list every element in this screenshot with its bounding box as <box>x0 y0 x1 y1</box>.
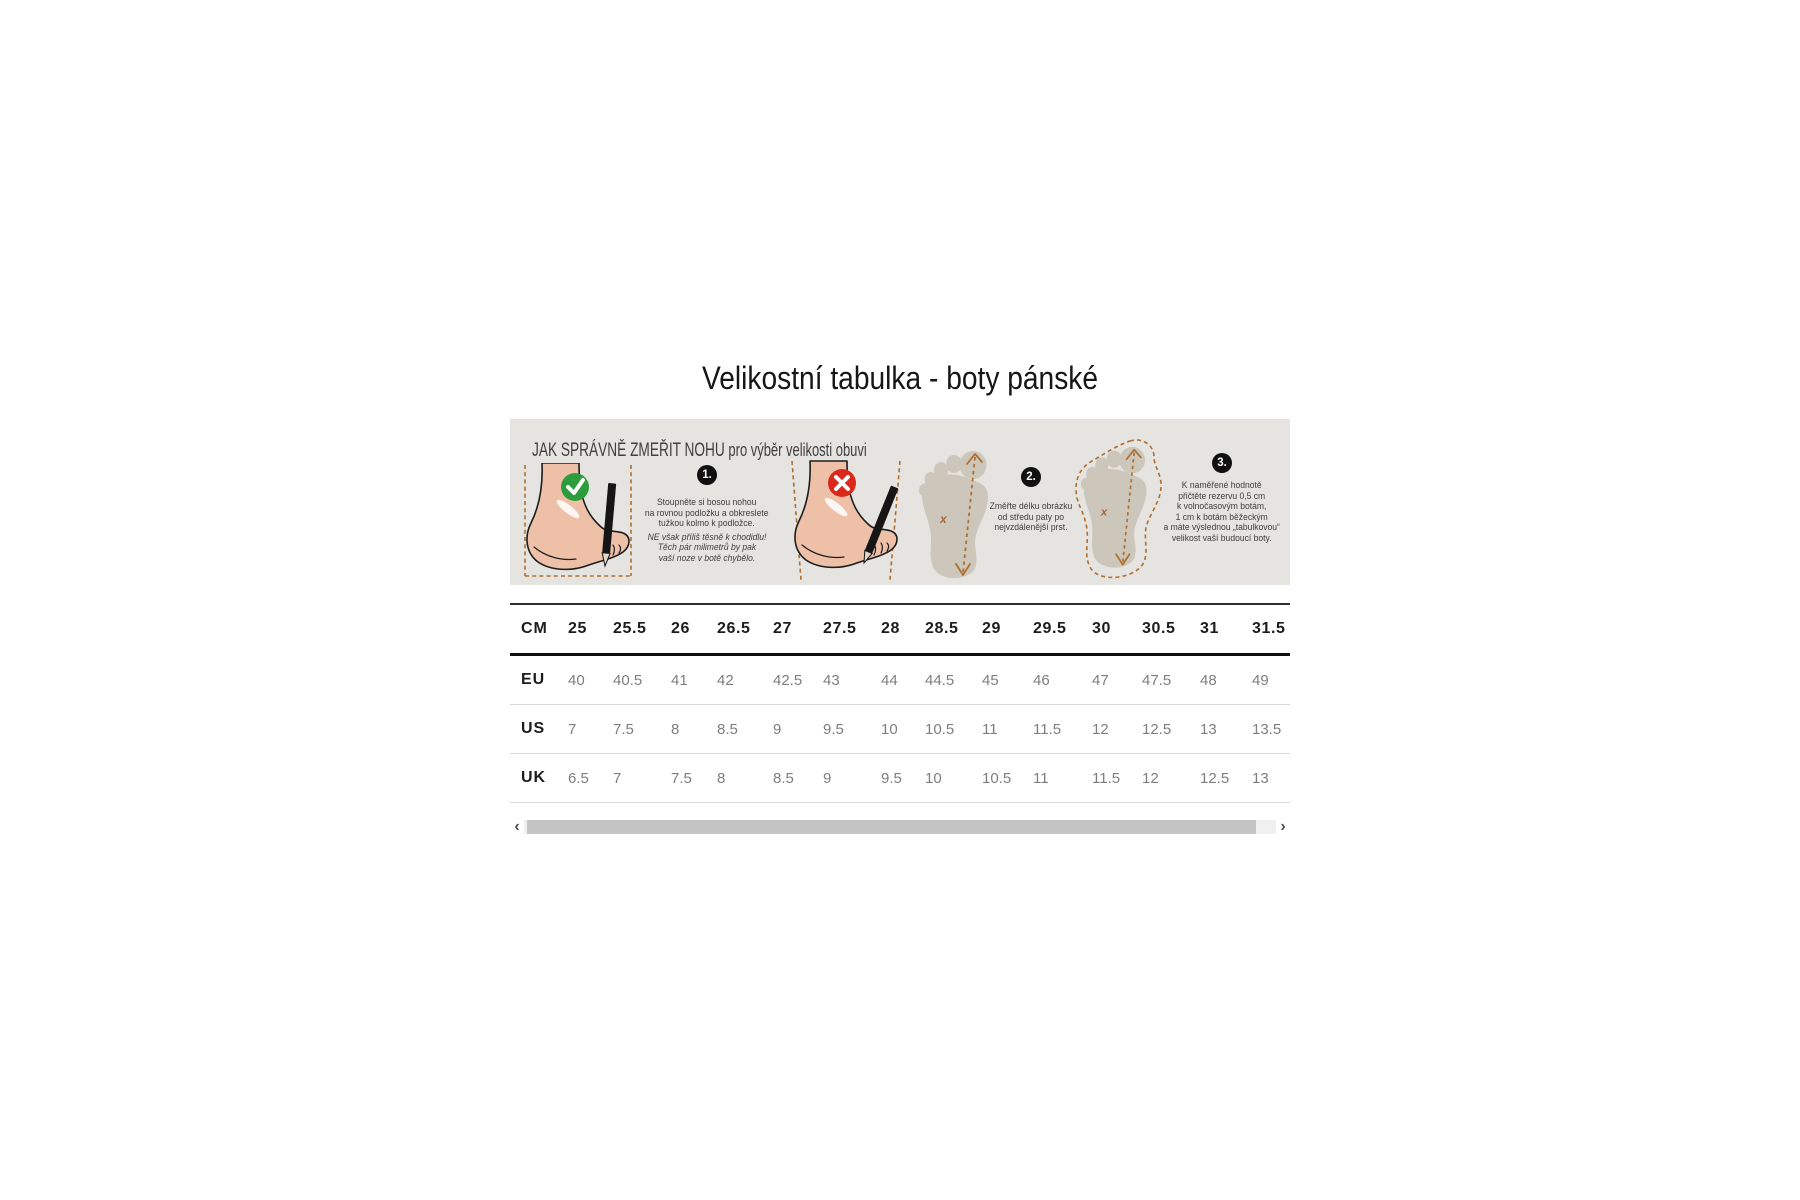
size-cell: 44.5 <box>925 671 955 689</box>
size-col-header: 27 <box>773 620 792 637</box>
size-cell: 49 <box>1252 671 1269 689</box>
step-number: 1. <box>702 469 712 481</box>
foot-correct-illustration <box>518 463 638 585</box>
size-cell: 7 <box>568 720 577 738</box>
step-1 <box>632 465 782 564</box>
size-cell: 12.5 <box>1200 769 1230 787</box>
size-col-header: 31.5 <box>1252 620 1286 637</box>
table-header-row <box>510 605 1290 656</box>
size-col-header: 27.5 <box>823 620 857 637</box>
size-col-header: 26 <box>671 620 690 637</box>
size-cell: 9 <box>773 720 782 738</box>
instruction-line: Stoupněte si bosou nohou <box>657 497 757 508</box>
step-number: 2. <box>1026 471 1036 483</box>
size-cell: 7 <box>613 769 622 787</box>
size-cell: 12.5 <box>1142 720 1172 738</box>
size-cell: 10.5 <box>982 769 1012 787</box>
size-cell: 12 <box>1142 769 1159 787</box>
row-label: EU <box>521 671 546 688</box>
banner-heading-caps: JAK SPRÁVNĚ ZMEŘIT NOHU <box>532 440 725 461</box>
instruction-line: k volnočasovým botám, <box>1177 501 1267 512</box>
page-title-text: Velikostní tabulka - boty pánské <box>701 360 1099 396</box>
size-chart-page <box>510 0 1290 835</box>
instruction-line: tužkou kolmo k podložce. <box>658 518 755 529</box>
size-cell: 47.5 <box>1142 671 1172 689</box>
step-number: 3. <box>1217 457 1227 469</box>
measure-x-mark: x <box>940 512 947 526</box>
size-cell: 9 <box>823 769 832 787</box>
step-2-number-badge <box>1021 467 1041 487</box>
size-cell: 8.5 <box>773 769 794 787</box>
banner-heading-rest: pro výběr velikosti obuvi <box>724 440 867 460</box>
instruction-line: přičtěte rezervu 0,5 cm <box>1178 490 1266 502</box>
check-badge-icon <box>561 473 589 501</box>
step-3-text <box>1157 481 1286 544</box>
size-cell: 7.5 <box>671 769 692 787</box>
size-cell: 42.5 <box>773 671 803 689</box>
scroll-left-arrow-icon[interactable]: ‹ <box>514 818 520 835</box>
size-cell: 8 <box>671 720 680 738</box>
size-cell: 40.5 <box>613 671 643 689</box>
size-cell: 11.5 <box>1092 769 1121 787</box>
instruction-note-line: vaší noze v botě chybělo. <box>658 552 756 564</box>
step-1-note <box>641 533 773 565</box>
measure-x-mark: x <box>1100 506 1108 519</box>
instruction-line: nejvzdálenější prst. <box>994 522 1068 533</box>
row-label: UK <box>521 769 547 786</box>
size-cell: 10.5 <box>925 720 955 738</box>
size-col-header: 30.5 <box>1142 620 1176 637</box>
size-cell: 43 <box>823 671 840 689</box>
size-cell: 9.5 <box>881 769 902 787</box>
size-col-header: 28 <box>881 620 900 637</box>
size-cell: 7.5 <box>613 720 634 738</box>
size-cell: 6.5 <box>568 769 589 787</box>
x-badge-icon <box>828 469 856 497</box>
instruction-line: na rovnou podložku a obkreslete <box>645 507 769 519</box>
instruction-line: od středu paty po <box>997 511 1065 523</box>
table-row <box>510 656 1290 705</box>
step-2-text <box>985 502 1077 534</box>
step-3 <box>1150 453 1294 544</box>
size-cell: 10 <box>881 720 898 738</box>
instruction-note-line: NE však příliš těsně k chodidlu! <box>647 531 767 543</box>
instruction-line: K naměřené hodnotě <box>1182 480 1262 491</box>
size-cell: 12 <box>1092 720 1109 738</box>
size-table <box>510 603 1290 803</box>
size-cell: 46 <box>1033 671 1050 689</box>
size-cell: 42 <box>717 671 734 689</box>
size-cell: 47 <box>1092 671 1109 689</box>
scroll-right-arrow-icon[interactable]: › <box>1280 818 1286 835</box>
scrollbar-thumb[interactable] <box>527 820 1256 834</box>
size-col-header: 30 <box>1092 620 1111 637</box>
unit-header: CM <box>521 620 548 637</box>
instruction-line: 1 cm k botám běžeckým <box>1175 511 1269 523</box>
size-cell: 41 <box>671 671 688 689</box>
size-cell: 45 <box>982 671 999 689</box>
foot-incorrect-illustration <box>780 459 908 583</box>
page-title <box>510 358 1290 400</box>
instruction-line: velikost vaší budoucí boty. <box>1172 532 1272 544</box>
instruction-line: a máte výslednou „tabulkovou“ <box>1163 522 1281 533</box>
instruction-note-line: Těch pár milimetrů by pak <box>657 542 757 553</box>
size-cell: 48 <box>1200 671 1217 689</box>
step-1-number-badge <box>697 465 717 485</box>
size-cell: 10 <box>925 769 942 787</box>
size-cell: 8 <box>717 769 726 787</box>
step-1-text <box>638 498 775 530</box>
instruction-line: Změřte délku obrázku <box>989 501 1073 512</box>
step-3-number-badge <box>1212 453 1232 473</box>
size-cell: 13 <box>1252 769 1269 787</box>
size-col-header: 29 <box>982 620 1001 637</box>
size-col-header: 29.5 <box>1033 620 1067 637</box>
size-cell: 44 <box>881 671 898 689</box>
size-col-header: 28.5 <box>925 620 959 637</box>
size-cell: 11 <box>1033 769 1049 787</box>
row-label: US <box>521 720 546 737</box>
scrollbar-track[interactable] <box>524 820 1276 834</box>
table-row <box>510 754 1290 803</box>
size-cell: 13.5 <box>1252 720 1282 738</box>
horizontal-scrollbar[interactable] <box>510 819 1290 835</box>
size-col-header: 25.5 <box>613 620 647 637</box>
size-cell: 13 <box>1200 720 1217 738</box>
size-cell: 11 <box>982 720 998 738</box>
table-row <box>510 705 1290 754</box>
size-col-header: 26.5 <box>717 620 751 637</box>
size-cell: 40 <box>568 671 585 689</box>
size-cell: 11.5 <box>1033 720 1062 738</box>
size-cell: 8.5 <box>717 720 738 738</box>
size-cell: 9.5 <box>823 720 844 738</box>
measuring-guide-banner <box>510 419 1290 585</box>
footprint-shape <box>1081 447 1147 568</box>
size-col-header: 25 <box>568 620 587 637</box>
size-col-header: 31 <box>1200 620 1219 637</box>
